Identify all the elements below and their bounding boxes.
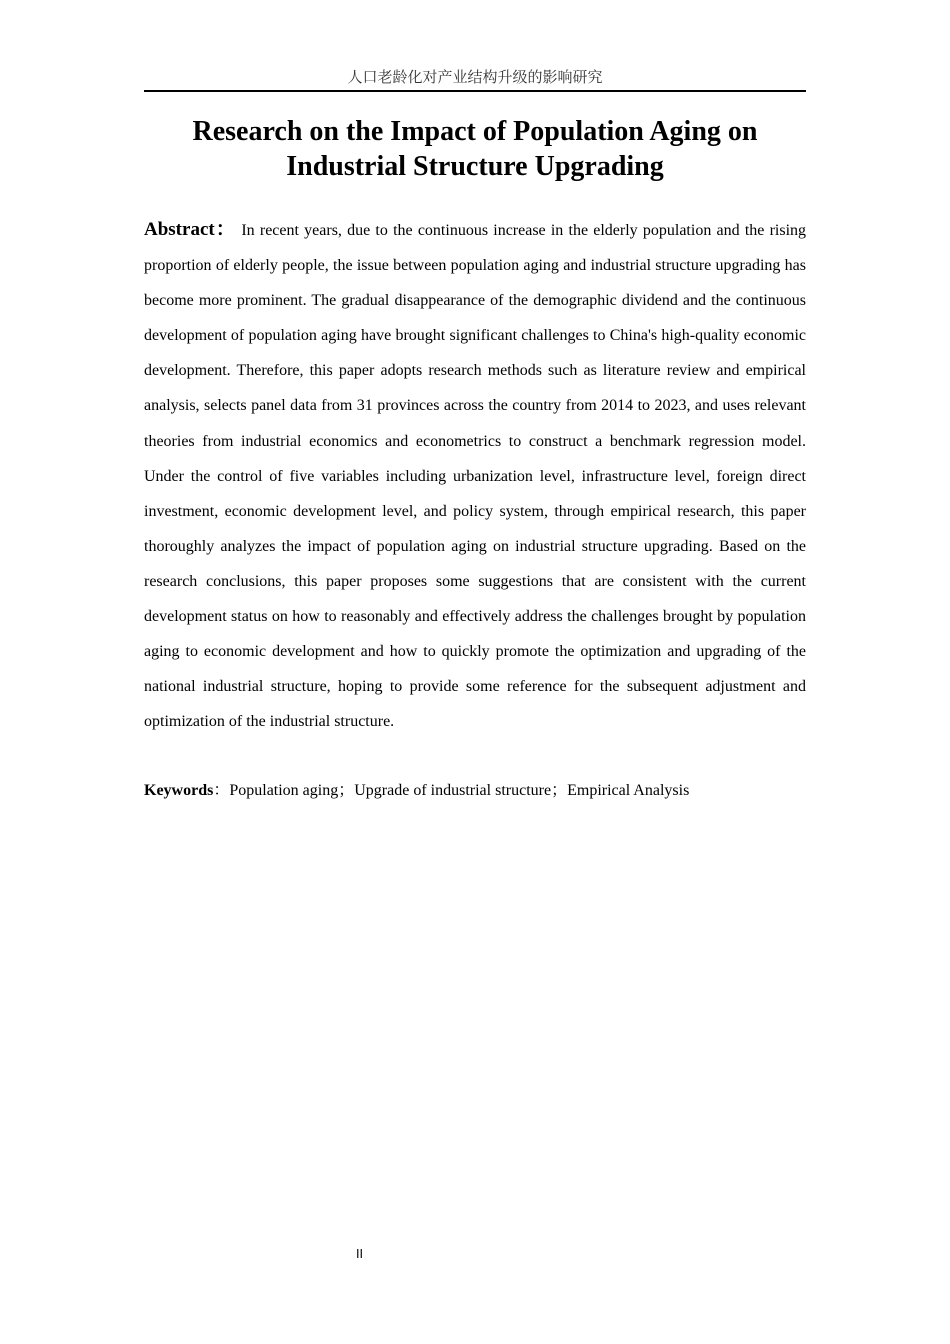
abstract-label: Abstract： bbox=[144, 219, 237, 240]
keywords-separator: ： bbox=[213, 782, 230, 799]
running-header bbox=[144, 66, 806, 92]
abstract-paragraph bbox=[144, 212, 806, 739]
running-title: 人口老龄化对产业结构升级的影响研究 bbox=[347, 68, 603, 86]
keyword-item: Upgrade of industrial structure bbox=[354, 782, 552, 799]
keyword-separator: ； bbox=[551, 782, 568, 799]
paper-title bbox=[144, 114, 806, 184]
keyword-separator: ； bbox=[338, 782, 355, 799]
paper-title-line-2: Industrial Structure Upgrading bbox=[286, 151, 664, 182]
keyword-item: Population aging bbox=[229, 782, 339, 799]
abstract-text: In recent years, due to the continuous increase in the elderly population and the rising proportion of elderly people, the issue between population aging and industrial structure upgrading has become more prominent. The gradual disappearance of the demographic dividend and the continuous development of population aging have brought significant challenges to China's high-quality economic development. Therefore, this paper adopts research methods such as literature review and empirical analysis, selects panel data from 31 provinces across the country from 2014 to 2023, and uses relevant theories from industrial economics and econometrics to construct a benchmark regression model. Under the control of five variables including urbanization level, infrastructure level, foreign direct investment, economic development level, and policy system, through empirical research, this paper thoroughly analyzes the impact of population aging on industrial structure upgrading. Based on the research conclusions, this paper proposes some suggestions that are consistent with the current development status on how to reasonably and effectively address the challenges brought by population aging to economic development and how to quickly promote the optimization and upgrading of the national industrial structure, hoping to provide some reference for the subsequent adjustment and optimization of the industrial structure. bbox=[144, 222, 807, 731]
keyword-item: Empirical Analysis bbox=[567, 782, 690, 799]
keywords-label: Keywords bbox=[144, 782, 214, 799]
page-number: II bbox=[356, 1247, 364, 1261]
keywords-line bbox=[144, 777, 806, 805]
paper-title-line-1: Research on the Impact of Population Aging on bbox=[192, 116, 758, 147]
